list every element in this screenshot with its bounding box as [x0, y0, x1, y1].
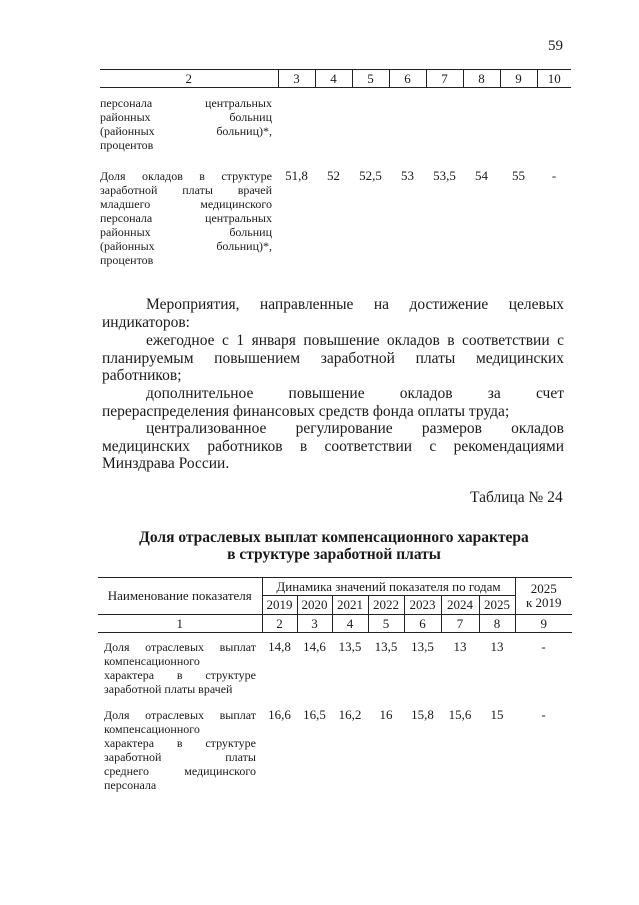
header-cell: 3	[278, 70, 315, 88]
label-line: характера в структуре	[104, 736, 256, 750]
table-number-row	[98, 615, 572, 633]
table-header-row	[100, 70, 571, 88]
header-cell: 9	[500, 70, 537, 88]
paragraph-measures: Мероприятия, направленные на достижение целевых индикаторов:	[102, 296, 564, 331]
header-line: к 2019	[525, 595, 562, 610]
header-cell: 8	[463, 70, 500, 88]
table-row	[100, 169, 571, 267]
value-cell: 13	[490, 639, 504, 654]
value-cell: 53	[401, 168, 414, 183]
value-cell: 14,8	[268, 639, 291, 654]
header-line: 2025	[530, 581, 557, 596]
number-cell: 8	[479, 615, 515, 633]
label-line: характера в структуре	[104, 668, 256, 682]
row-label	[98, 633, 262, 709]
label-line: Доля отраслевых выплат	[104, 640, 256, 654]
label-line: заработной платы врачей	[104, 682, 233, 696]
table-header-row	[98, 578, 572, 596]
number-cell: 2	[262, 615, 297, 633]
number-cell: 7	[441, 615, 479, 633]
label-line: персонала	[104, 778, 157, 792]
header-cell: 4	[315, 70, 352, 88]
paragraph-additional-increase: дополнительное повышение окладов за счет перераспределения финансовых средств фонда оплаты труда;	[102, 385, 564, 420]
label-line: заработной платы врачей	[100, 183, 272, 197]
label-line: Доля отраслевых выплат	[104, 708, 256, 722]
continuation-table	[100, 69, 571, 267]
number-cell: 3	[297, 615, 332, 633]
row-label	[100, 88, 278, 170]
table-row	[98, 708, 572, 792]
value-cell: 13,5	[374, 639, 398, 654]
value-cell: 15	[490, 707, 504, 722]
year-cell: 2025	[479, 596, 515, 615]
value-cell: 16,5	[303, 707, 326, 722]
column-header-indicator: Наименование показателя	[98, 578, 262, 615]
table-row	[98, 633, 572, 709]
value-cell: 15,8	[411, 707, 434, 722]
label-line: (районных больниц)*,	[100, 124, 272, 138]
value-cell: 15,6	[448, 707, 472, 722]
title-line: Доля отраслевых выплат компенсационного характера	[139, 529, 529, 546]
table-number-label: Таблица № 24	[470, 489, 563, 506]
paragraph-annual-increase: ежегодное с 1 января повышение окладов в соответствии с планируемым повышением заработной платы медицинских работников;	[102, 332, 564, 384]
label-line: компенсационного	[104, 722, 200, 736]
value-cell: 51,8	[285, 168, 308, 183]
value-cell: 54	[475, 168, 488, 183]
number-cell: 1	[98, 615, 262, 633]
label-line: (районных больниц)*,	[100, 239, 272, 253]
page-number: 59	[548, 38, 563, 54]
table-title	[100, 529, 568, 563]
value-cell: 13,5	[338, 639, 362, 654]
title-line: в структуре заработной платы	[227, 546, 441, 563]
value-cell: 55	[512, 168, 525, 183]
value-cell: 52,5	[359, 168, 382, 183]
column-header-dynamics: Динамика значений показателя по годам	[262, 578, 515, 596]
year-cell: 2019	[262, 596, 297, 615]
header-cell: 6	[389, 70, 426, 88]
label-line: процентов	[100, 138, 154, 152]
number-cell: 6	[404, 615, 441, 633]
value-cell: -	[541, 707, 546, 722]
header-cell: 2	[100, 70, 278, 88]
number-cell: 4	[332, 615, 368, 633]
label-line: процентов	[100, 253, 154, 267]
value-cell: 16	[379, 707, 393, 722]
label-line: персонала центральных	[100, 211, 272, 225]
label-line: компенсационного	[104, 654, 200, 668]
header-cell: 10	[537, 70, 571, 88]
year-cell: 2021	[332, 596, 368, 615]
label-line: районных больниц	[100, 225, 272, 239]
row-label	[98, 708, 262, 792]
value-cell: 13,5	[411, 639, 434, 654]
value-cell: 14,6	[303, 639, 326, 654]
value-cell: -	[551, 168, 557, 183]
header-cell: 5	[352, 70, 389, 88]
paragraph-centralized-regulation: централизованное регулирование размеров окладов медицинских работников в соответствии с рекомендациями Минздрава России.	[102, 420, 564, 472]
year-cell: 2020	[297, 596, 332, 615]
value-cell: 13	[453, 639, 467, 654]
label-line: районных больниц	[100, 110, 272, 124]
header-cell: 7	[426, 70, 463, 88]
year-cell: 2023	[404, 596, 441, 615]
label-line: персонала центральных	[100, 96, 272, 110]
column-header-2025-vs-2019	[515, 578, 572, 615]
table-24	[98, 577, 572, 792]
value-cell: 53,5	[433, 168, 456, 183]
row-label	[100, 169, 278, 267]
table-row	[100, 88, 571, 170]
label-line: заработной платы	[104, 750, 256, 764]
label-line: среднего медицинского	[104, 764, 256, 778]
label-line: Доля окладов в структуре	[100, 169, 272, 183]
value-cell: 16,2	[338, 707, 362, 722]
value-cell: -	[541, 639, 546, 654]
value-cell: 52	[327, 168, 340, 183]
value-cell: 16,6	[268, 707, 291, 722]
label-line: младшего медицинского	[100, 197, 272, 211]
number-cell: 9	[515, 615, 572, 633]
year-cell: 2024	[441, 596, 479, 615]
number-cell: 5	[368, 615, 404, 633]
year-cell: 2022	[368, 596, 404, 615]
